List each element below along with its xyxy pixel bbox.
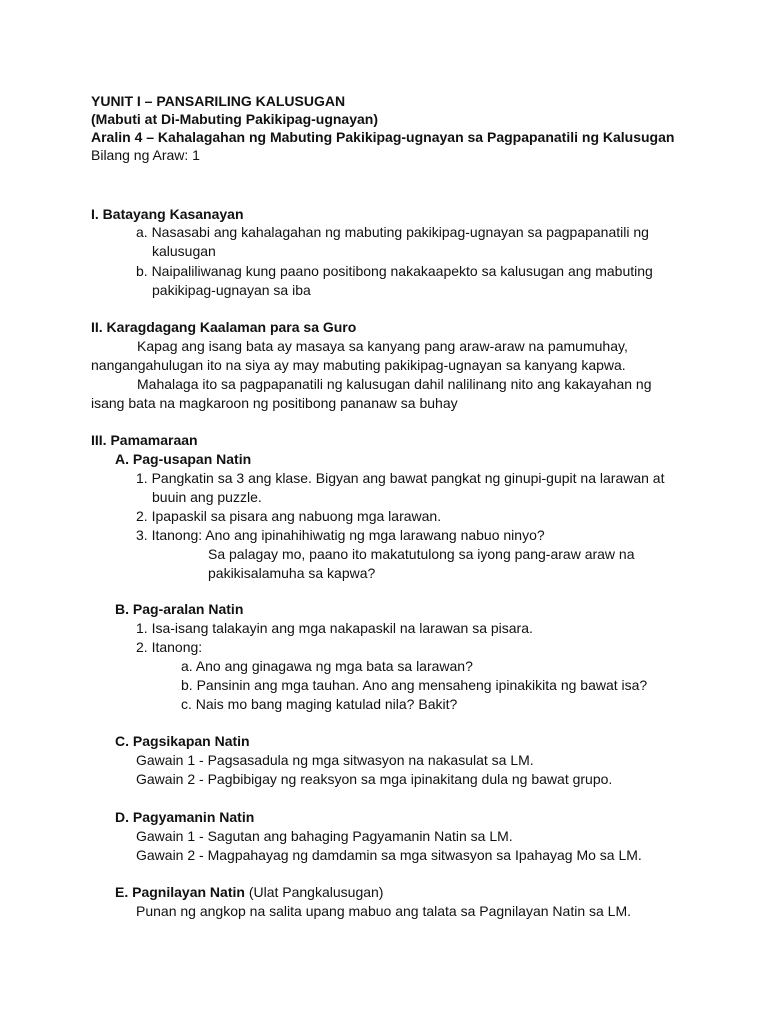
section2-title: II. Karagdagang Kaalaman para sa Guro — [91, 319, 357, 335]
unit-title: YUNIT I – PANSARILING KALUSUGAN — [91, 93, 346, 109]
partE-title: E. Pagnilayan Natin — [115, 884, 245, 900]
partB-question-a: a. Ano ang ginagawa ng mga bata sa larawan? — [181, 658, 473, 674]
lesson-title: Aralin 4 – Kahalagahan ng Mabuting Pakikipag-ugnayan sa Pagpapanatili ng Kalusugan — [91, 129, 675, 145]
partA-item1: 1. Pangkatin sa 3 ang klase. Bigyan ang bawat pangkat ng ginupi-gupit na larawan at — [136, 470, 665, 486]
paragraph2-line1: Mahalaga ito sa pagpapanatili ng kalusugan dahil nalilinang nito ang kakayahan ng — [137, 376, 652, 392]
partB-question-b: b. Pansinin ang mga tauhan. Ano ang mensaheng ipinakikita ng bawat isa? — [181, 677, 648, 693]
partA-item3-q2-cont: pakikisalamuha sa kapwa? — [208, 565, 376, 581]
paragraph1-line1: Kapag ang isang bata ay masaya sa kanyang pang araw-araw na pamumuhay, — [137, 338, 628, 354]
objective-b: b. Naipaliliwanag kung paano positibong nakakaapekto sa kalusugan ang mabuting — [136, 263, 653, 279]
objective-a-cont: kalusugan — [152, 243, 216, 259]
partC-task2: Gawain 2 - Pagbibigay ng reaksyon sa mga ipinakitang dula ng bawat grupo. — [136, 771, 613, 787]
objective-a: a. Nasasabi ang kahalagahan ng mabuting pakikipag-ugnayan sa pagpapanatili ng — [136, 224, 649, 240]
section1-title: I. Batayang Kasanayan — [91, 206, 244, 222]
section3-title: III. Pamamaraan — [91, 432, 198, 448]
unit-subtitle: (Mabuti at Di-Mabuting Pakikipag-ugnayan) — [91, 111, 379, 127]
partA-item1-cont: buuin ang puzzle. — [152, 489, 262, 505]
partE-heading — [115, 883, 383, 901]
days-count: Bilang ng Araw: 1 — [91, 147, 200, 163]
partE-note: (Ulat Pangkalusugan) — [244, 884, 384, 900]
partA-item3-q2: Sa palagay mo, paano ito makatutulong sa iyong pang-araw araw na — [208, 546, 635, 562]
paragraph2-line2: isang bata na magkaroon ng positibong pananaw sa buhay — [91, 395, 458, 411]
partD-title: D. Pagyamanin Natin — [115, 809, 255, 825]
partB-item2: 2. Itanong: — [136, 639, 203, 655]
partA-item2: 2. Ipapaskil sa pisara ang nabuong mga larawan. — [136, 508, 442, 524]
partA-item3: 3. Itanong: Ano ang ipinahihiwatig ng mga larawang nabuo ninyo? — [136, 527, 545, 543]
partE-task1: Punan ng angkop na salita upang mabuo ang talata sa Pagnilayan Natin sa LM. — [136, 903, 632, 919]
partC-title: C. Pagsikapan Natin — [115, 733, 250, 749]
partB-item1: 1. Isa-isang talakayin ang mga nakapaskil na larawan sa pisara. — [136, 620, 533, 636]
partC-task1: Gawain 1 - Pagsasadula ng mga sitwasyon na nakasulat sa LM. — [136, 752, 534, 768]
paragraph1-line2: nangangahulugan ito na siya ay may mabuting pakikipag-ugnayan sa kanyang kapwa. — [91, 357, 626, 373]
partD-task2: Gawain 2 - Magpahayag ng damdamin sa mga sitwasyon sa Ipahayag Mo sa LM. — [136, 847, 642, 863]
partA-title: A. Pag-usapan Natin — [115, 451, 252, 467]
objective-b-cont: pakikipag-ugnayan sa iba — [152, 282, 311, 298]
partB-title: B. Pag-aralan Natin — [115, 601, 244, 617]
partB-question-c: c. Nais mo bang maging katulad nila? Bakit? — [181, 696, 458, 712]
partD-task1: Gawain 1 - Sagutan ang bahaging Pagyamanin Natin sa LM. — [136, 828, 513, 844]
